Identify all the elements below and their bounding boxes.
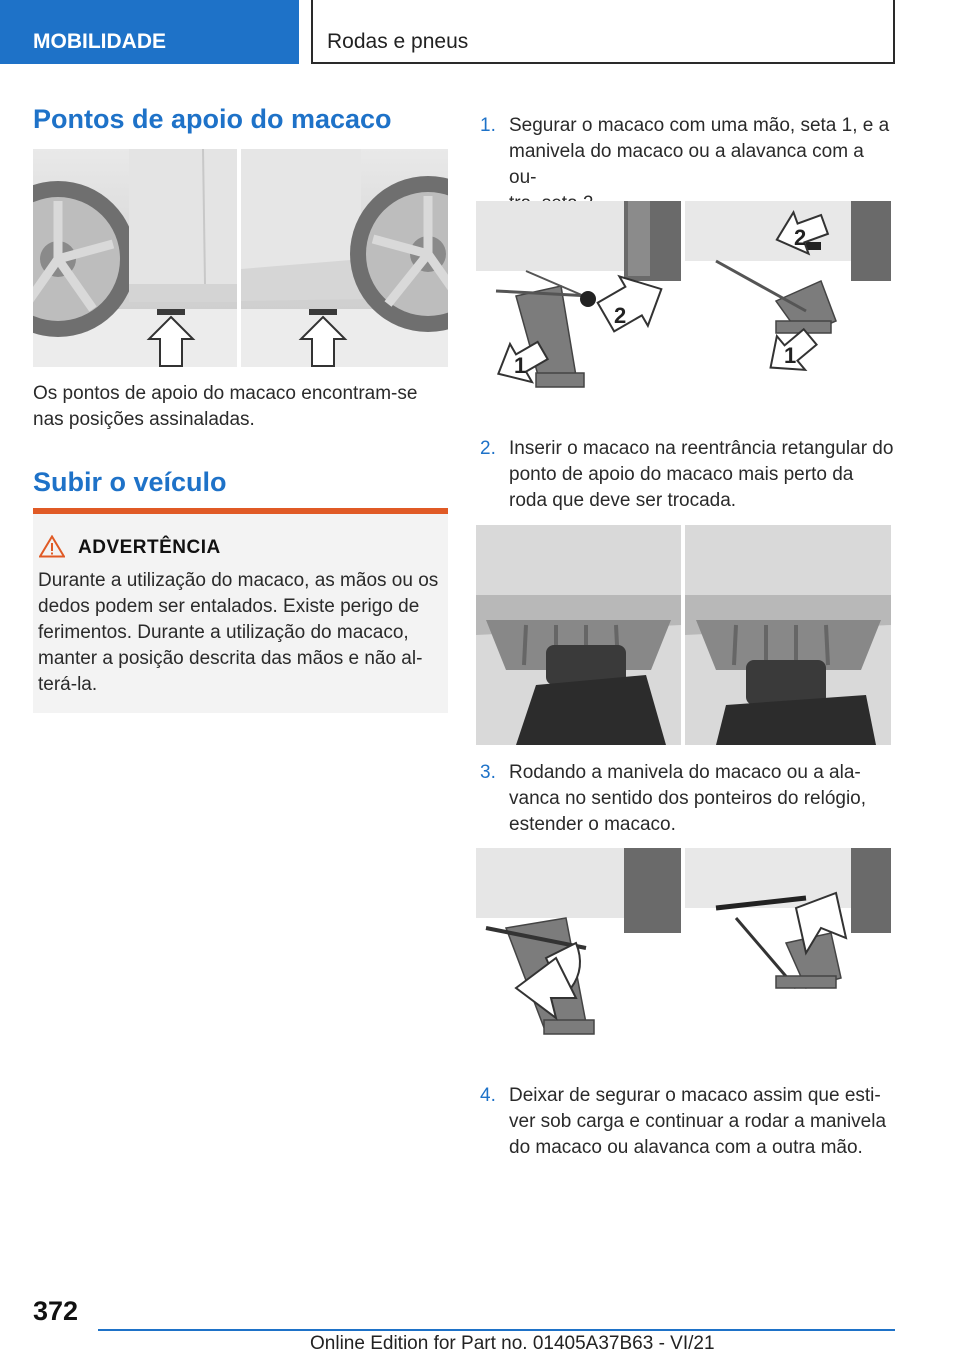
step-1-number: 1. xyxy=(480,115,496,136)
arrow-label-1-right: 1 xyxy=(784,343,797,368)
figure-step-3 xyxy=(476,848,891,1048)
chapter-title: Rodas e pneus xyxy=(311,0,895,64)
figure-step-2 xyxy=(476,525,891,745)
warning-triangle-icon xyxy=(39,535,65,558)
step-4-text: Deixar de segurar o macaco assim que esti- ver sob carga e continuar a rodar a manivela do macaco ou alavanca com a outra mão. xyxy=(509,1085,887,1158)
step-3-text: Rodando a manivela do macaco ou a ala- vanca no sentido dos ponteiros do relógio, estender o macaco. xyxy=(509,762,867,835)
step-1-text: Segurar o macaco com uma mão, seta 1, e a manivela do macaco ou a alavanca com a ou- xyxy=(509,115,890,188)
section-tab: MOBILIDADE xyxy=(0,0,299,64)
step-3-number: 3. xyxy=(480,762,496,783)
arrow-label-1-left: 1 xyxy=(514,353,527,378)
footer-rule xyxy=(98,1329,895,1331)
heading-raise-vehicle: Subir o veículo xyxy=(33,467,227,497)
footer-edition: Online Edition for Part no. 01405A37B63 - VI/21 xyxy=(310,1333,715,1354)
figure-jack-points xyxy=(33,149,448,367)
figure-step-1 xyxy=(476,201,891,401)
warning-title: ADVERTÊNCIA xyxy=(78,537,221,558)
arrow-label-2-left: 2 xyxy=(614,303,627,328)
arrow-label-2-right: 2 xyxy=(794,225,807,250)
jack-points-line-2: nas posições assinaladas. xyxy=(33,409,255,430)
step-4-number: 4. xyxy=(480,1085,496,1106)
heading-jack-points: Pontos de apoio do macaco xyxy=(33,104,392,134)
step-2-text: Inserir o macaco na reentrância retangular do ponto de apoio do macaco mais perto da roda que deve ser trocada. xyxy=(509,438,894,511)
page-number: 372 xyxy=(33,1296,79,1326)
warning-text: Durante a utilização do macaco, as mãos ou os dedos podem ser entalados. Existe perigo de ferimentos. Durante a utilização do macaco, manter a posição descrita das mãos e não al- terá-la. xyxy=(38,570,439,695)
step-2-number: 2. xyxy=(480,438,496,459)
jack-points-line-1: Os pontos de apoio do macaco encontram-se xyxy=(33,383,418,404)
